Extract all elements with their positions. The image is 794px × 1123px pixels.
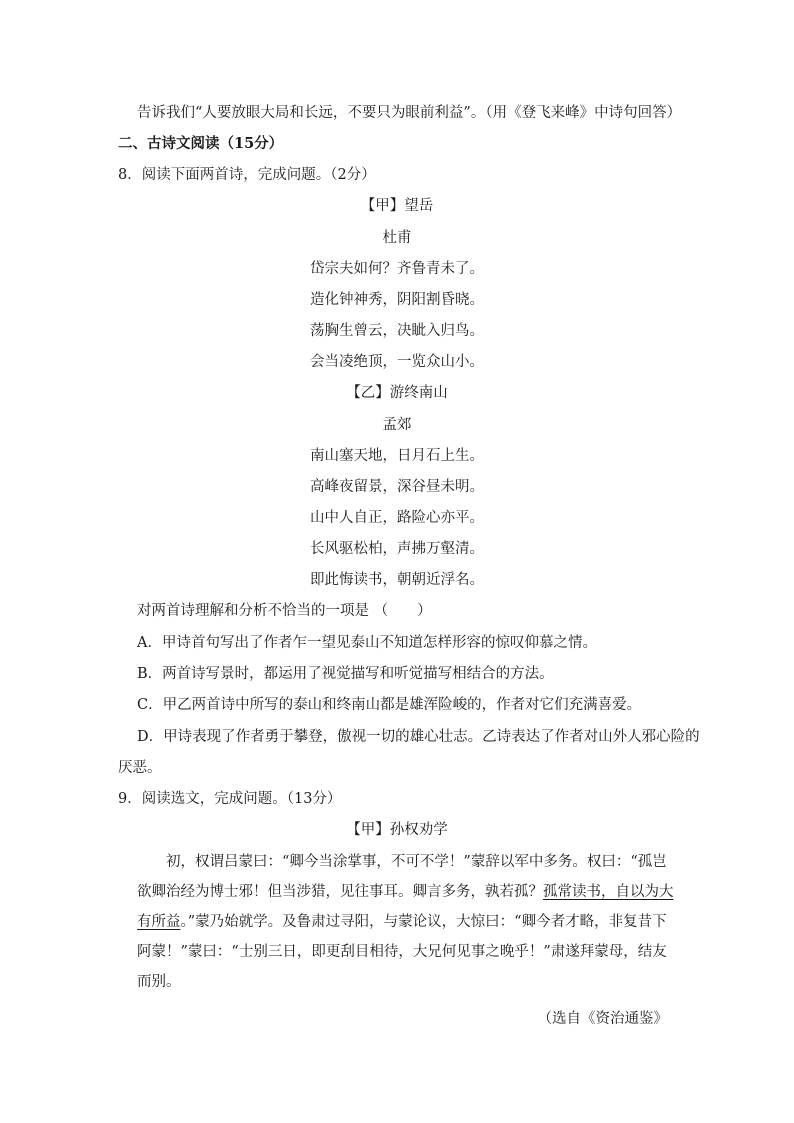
passage-text: 初，权谓吕蒙曰：“卿今当涂掌事，不可不学！”蒙辞以军中多务。权曰：“孤岂欲卿治经为博士邪！但当涉猎，见往事耳。卿言多务，孰若孤？ <box>137 854 667 900</box>
poem-b-title: 【乙】游终南山 <box>346 385 448 401</box>
section-heading: 二、古诗文阅读（15分） <box>118 135 284 152</box>
underlined-sentence: 孤常读书，自以为大有所益 <box>137 884 674 930</box>
poem-b-line: 高峰夜留景，深谷昼未明。 <box>310 479 484 495</box>
option-d: D．甲诗表现了作者勇于攀登，傲视一切的雄心壮志。乙诗表达了作者对山外人邪心险的 <box>137 729 700 745</box>
poem-a-title: 【甲】望岳 <box>360 198 434 214</box>
intro-line: 告诉我们“人要放眼大局和长远，不要只为眼前利益”。（用《登飞来峰》中诗句回答） <box>137 105 682 121</box>
poem-b-line: 长风驱松柏，声拂万壑清。 <box>310 541 484 557</box>
poem-a-author: 杜甫 <box>382 230 412 246</box>
classical-passage <box>137 847 677 997</box>
poem-b-line: 山中人自正，路险心亦平。 <box>310 510 484 526</box>
question-8-stem: 对两首诗理解和分析不恰当的一项是 （ ） <box>137 603 432 619</box>
option-c: C．甲乙两首诗中所写的泰山和终南山都是雄浑险峻的，作者对它们充满喜爱。 <box>137 697 642 713</box>
poem-a-line: 会当凌绝顶，一览众山小。 <box>310 354 484 370</box>
poem-b-line: 即此悔读书，朝朝近浮名。 <box>310 572 484 588</box>
poem-a-line: 造化钟神秀，阴阳割昏晓。 <box>310 292 484 308</box>
question-8-prompt: 8．阅读下面两首诗，完成问题。（2分） <box>118 167 376 183</box>
passage-title: 【甲】孙权劝学 <box>346 822 448 838</box>
question-9-prompt: 9．阅读选文，完成问题。（13分） <box>118 791 342 807</box>
poem-a-line: 荡胸生曾云，决眦入归鸟。 <box>310 323 484 339</box>
poem-b-line: 南山塞天地，日月石上生。 <box>310 448 484 464</box>
poem-a-line: 岱宗夫如何？齐鲁青未了。 <box>310 261 484 277</box>
option-d-continued: 厌恶。 <box>118 760 162 776</box>
poem-b-author: 孟郊 <box>382 417 412 433</box>
passage-source: （选自《资治通鉴》 <box>537 1011 668 1027</box>
option-b: B．两首诗写景时，都运用了视觉描写和听觉描写相结合的方法。 <box>137 666 554 682</box>
passage-text: 。”蒙乃始就学。及鲁肃过寻阳，与蒙论议，大惊曰：“卿今者才略，非复昔下阿蒙！”蒙曰：“士别三日，即更刮目相待，大兄何见事之晚乎！”肃遂拜蒙母，结友而别。 <box>137 914 667 990</box>
option-a: A．甲诗首句写出了作者乍一望见泰山不知道怎样形容的惊叹仰慕之情。 <box>137 635 597 651</box>
